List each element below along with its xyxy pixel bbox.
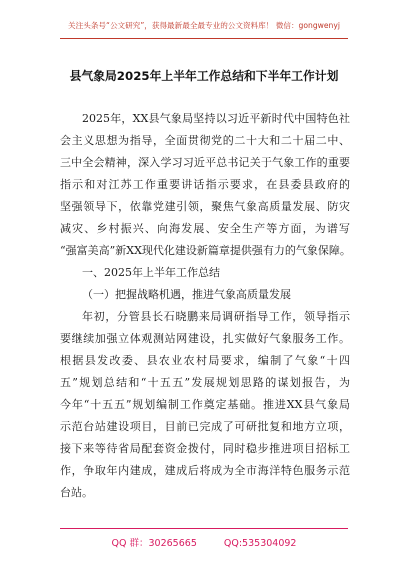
document-title: 县气象局2025年上半年工作总结和下半年工作计划 xyxy=(69,69,339,83)
subsection-heading: （一）把握战略机遇，推进气象高质量发展 xyxy=(82,288,291,301)
paragraph-line: 根据县发改委、县农业农村局要求，编制了气象“十四 xyxy=(60,354,350,367)
paragraph-line: 五”规划总结和“十五五”发展规划思路的谋划报告，为 xyxy=(60,376,350,389)
paragraph-line: 今年“十五五”规划编制工作奠定基础。推进XX县气象局 xyxy=(60,398,350,411)
paragraph-line: 作，争取年内建成，建成后将成为全市海洋特色服务示范 xyxy=(60,464,350,477)
section-heading: 一、2025年上半年工作总结 xyxy=(82,266,220,279)
footer-divider xyxy=(60,528,348,529)
paragraph-line: “强富美高”新XX现代化建设新篇章提供强有力的气象保障。 xyxy=(60,244,351,257)
paragraph-line: 减灾、乡村振兴、向海发展、安全生产等方面，为谱写 xyxy=(60,222,350,235)
qq-number: QQ:535304092 xyxy=(223,538,297,549)
paragraph-line: 年初，分管县长石晓鹏来局调研指导工作，领导指示 xyxy=(82,310,350,323)
promo-header: 关注头条号“公文研究”，获得最新最全最专业的公文资料库！ 微信：gongwenyj xyxy=(68,21,340,30)
paragraph-line: 示范台站建设项目，目前已完成了可研批复和地方立项， xyxy=(60,420,350,433)
paragraph-line: 2025年，XX县气象局坚持以习近平新时代中国特色社 xyxy=(82,112,350,125)
paragraph-line: 坚强领导下，依靠党建引领，聚焦气象高质量发展、防灾 xyxy=(60,200,350,213)
paragraph-line: 指示和对江苏工作重要讲话指示要求，在县委县政府的 xyxy=(60,178,350,191)
document-body xyxy=(60,108,350,504)
header-divider xyxy=(60,38,348,39)
contact-footer xyxy=(0,535,408,549)
paragraph-line: 接下来等待省局配套资金拨付，同时稳步推进项目招标工 xyxy=(60,442,350,455)
paragraph-line: 三中全会精神，深入学习习近平总书记关于气象工作的重要 xyxy=(60,156,350,169)
paragraph-line: 会主义思想为指导，全面贯彻党的二十大和二十届二中、 xyxy=(60,134,350,147)
paragraph-line: 台站。 xyxy=(60,486,93,499)
paragraph-line: 要继续加强立体观测站网建设，扎实做好气象服务工作。 xyxy=(60,332,350,345)
qq-group-number: QQ 群：30265665 xyxy=(111,538,197,549)
